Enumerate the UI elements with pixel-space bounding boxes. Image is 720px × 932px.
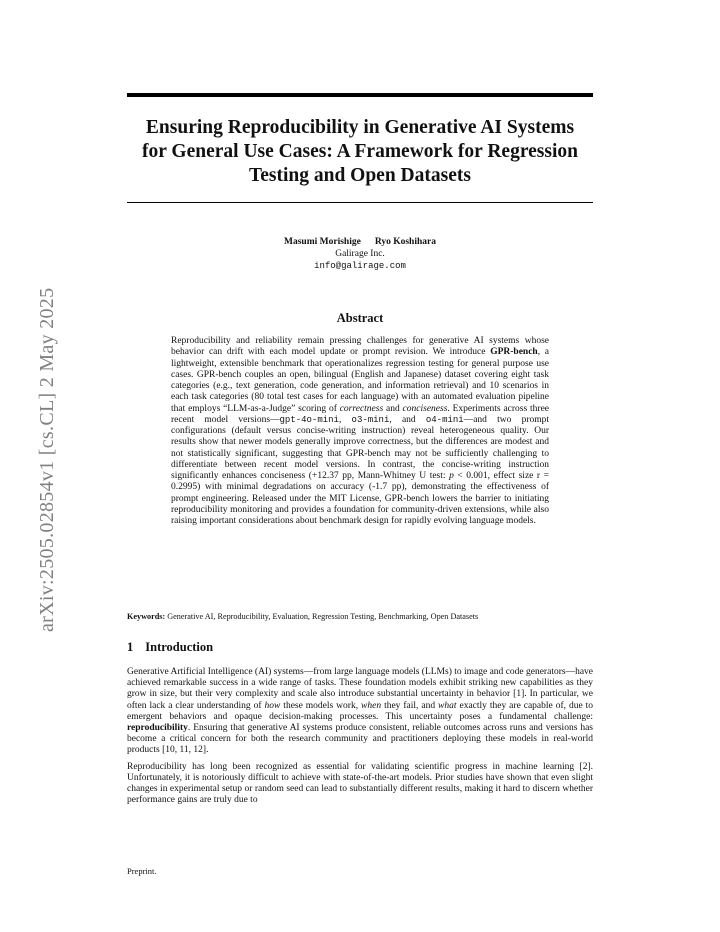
text-run: exactly they are capable of, due to emergent behaviors and opaque decision-making processes. This uncertainty poses a fundamental challenge: bbox=[127, 700, 594, 722]
arxiv-identifier-stamp: arXiv:2505.02854v1 [cs.CL] 2 May 2025 bbox=[36, 287, 58, 632]
text-run: , a lightweight, extensible benchmark that operationalizes regression testing for general purpose use cases. GPR-bench couples an open, bilingual (English and Japanese) dataset covering eight task categories (e.g., text generation, code generation, and information retrieval) and 10 scenarios in each task categories (80 total test cases for each language) with an automated evaluation pipeline that employs “LLM-as-a-Judge” scoring of bbox=[171, 347, 549, 414]
author-block bbox=[127, 236, 593, 272]
text-run: Generative Artificial Intelligence (AI) systems—from large language models (LLMs) to image and code generators—have achieved remarkable success in a wide range of tasks. These foundation models exhibit striking new capabilities as they grow in size, but their very complexity and scale also introduce substantial uncertainty in behavior [1]. In particular, we often lack a clear understanding of bbox=[127, 667, 593, 711]
introduction-body bbox=[127, 667, 593, 811]
italic-term: what bbox=[438, 700, 457, 711]
italic-term: when bbox=[361, 700, 382, 711]
author-email: info@galirage.com bbox=[314, 261, 406, 271]
section-number: 1 bbox=[127, 640, 134, 654]
italic-term: correctness bbox=[339, 403, 384, 414]
keywords-label: Keywords: bbox=[127, 612, 166, 621]
abstract-heading: Abstract bbox=[336, 311, 384, 325]
text-run: and bbox=[383, 403, 403, 414]
section-title: Introduction bbox=[145, 640, 214, 654]
text-run: . Experiments across three recent model versions— bbox=[171, 403, 549, 425]
author-name: Ryo Koshihara bbox=[374, 237, 436, 247]
model-name: gpt-4o-mini bbox=[279, 414, 339, 425]
italic-term: conciseness bbox=[402, 403, 448, 414]
italic-term: p bbox=[449, 471, 454, 481]
section-heading bbox=[127, 640, 213, 655]
title-line: Ensuring Reproducibility in Generative AI Systems bbox=[145, 117, 575, 138]
text-run: , bbox=[338, 414, 352, 425]
body-paragraph bbox=[127, 667, 593, 757]
model-name: o3-mini bbox=[351, 414, 390, 425]
author-names bbox=[127, 236, 593, 248]
title-bottom-rule bbox=[127, 202, 593, 203]
bold-term: GPR-bench bbox=[490, 347, 538, 358]
text-run: , and bbox=[389, 414, 426, 425]
keywords-text: Generative AI, Reproducibility, Evaluation, Regression Testing, Benchmarking, Open Datasets bbox=[167, 612, 479, 621]
text-run: . Ensuring that generative AI systems produce consistent, reliable outcomes across runs and versions has become a critical concern for both the research community and practitioners deploying these models in real-world products [10, 11, 12]. bbox=[127, 723, 593, 756]
abstract-paragraph bbox=[171, 336, 549, 527]
title-top-rule bbox=[127, 93, 593, 97]
text-run: these models work, bbox=[280, 700, 362, 711]
keywords-line bbox=[127, 611, 597, 622]
italic-term: how bbox=[264, 700, 281, 711]
title-line: for General Use Cases: A Framework for Regression bbox=[142, 141, 578, 162]
author-affiliation: Galirage Inc. bbox=[335, 249, 385, 259]
author-name: Masumi Morishige bbox=[284, 237, 361, 247]
text-run: they fail, and bbox=[381, 700, 439, 711]
text-run: Reproducibility has long been recognized as essential for validating scientific progress in machine learning [2]. Unfortunately, it is notoriously difficult to achieve with state-of-the-art models. Prior studies have shown that even slight changes in experimental setup or random seed can lead to substantially different results, making it hard to discern whether performance gains are truly due to bbox=[127, 761, 593, 806]
footer-preprint: Preprint. bbox=[127, 866, 157, 876]
text-run: Reproducibility and reliability remain pressing challenges for generative AI systems whose behavior can drift with each model update or prompt revision. We introduce bbox=[171, 336, 549, 358]
text-run: —and two prompt configurations (default versus concise-writing instruction) reveal heterogeneous quality. Our results show that newer models generally improve correctness, but the differences are modest and not statistically significant, suggesting that GPR-bench may not be sufficiently challenging to differentiate between recent model versions. In contrast, the concise-writing instruction significantly enhances conciseness (+12.37 pp, Mann-Whitney U test: bbox=[171, 414, 550, 481]
model-name: o4-mini bbox=[425, 414, 464, 425]
paper-title bbox=[127, 116, 593, 188]
title-line: Testing and Open Datasets bbox=[249, 165, 471, 186]
abstract-body bbox=[171, 336, 549, 527]
body-paragraph bbox=[127, 762, 593, 807]
bold-term: reproducibility bbox=[127, 723, 188, 734]
text-run: < 0.001, effect size r = 0.2995) with minimal degradations on accuracy (-1.7 pp), demonstrating the effectiveness of prompt engineering. Released under the MIT License, GPR-bench lowers the barrier to initiating reproducibility monitoring and provides a foundation for community-driven extensions, while also raising important considerations about benchmark design for rapidly evolving language models. bbox=[171, 471, 550, 526]
